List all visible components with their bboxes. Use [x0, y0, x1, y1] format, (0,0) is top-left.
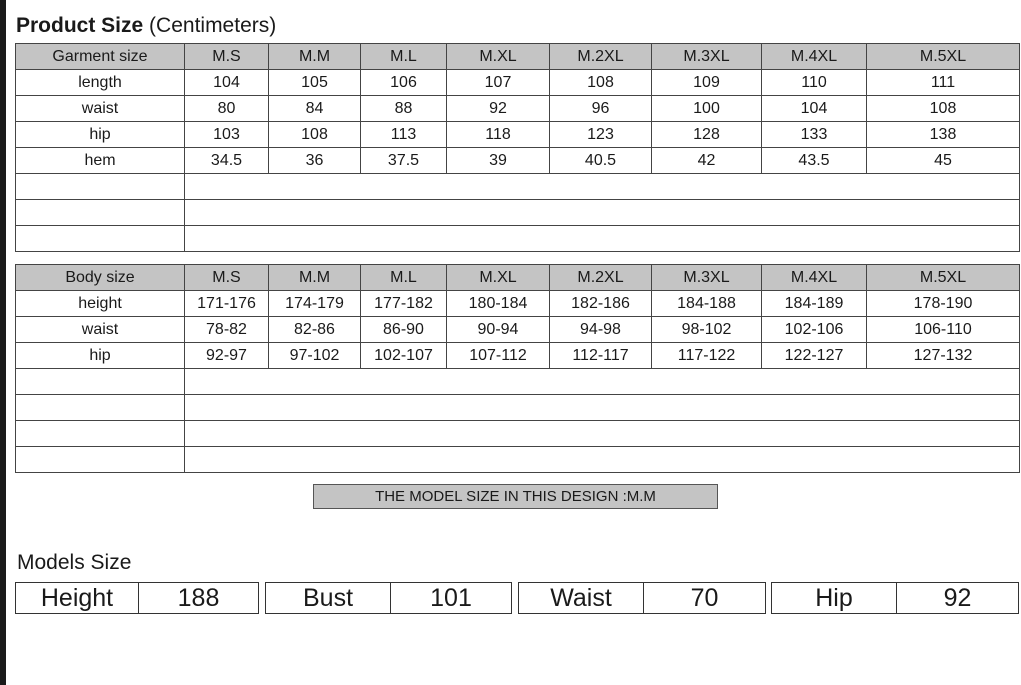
- table-cell: 80: [185, 96, 269, 122]
- empty-cell: [16, 174, 185, 200]
- model-measure-value: 188: [177, 584, 220, 612]
- row-label: hip: [16, 343, 185, 369]
- table-cell: 182-186: [550, 291, 652, 317]
- table-cell: 37.5: [361, 148, 447, 174]
- table-cell: 171-176: [185, 291, 269, 317]
- size-column-header: M.3XL: [652, 265, 762, 291]
- table-cell: 78-82: [185, 317, 269, 343]
- table-cell: 102-107: [361, 343, 447, 369]
- title-main: Product Size: [16, 14, 144, 37]
- left-edge-bar: [0, 0, 6, 685]
- empty-row: [16, 200, 1020, 226]
- size-column-header: M.XL: [447, 44, 550, 70]
- size-column-header: M.2XL: [550, 265, 652, 291]
- empty-cell: [185, 369, 1020, 395]
- table-cell: 43.5: [762, 148, 867, 174]
- garment-size-table: [15, 43, 1020, 252]
- table-cell: 96: [550, 96, 652, 122]
- table-cell: 100: [652, 96, 762, 122]
- empty-cell: [185, 395, 1020, 421]
- table-cell: 94-98: [550, 317, 652, 343]
- model-measure-value: 92: [943, 584, 972, 612]
- table-cell: 138: [867, 122, 1020, 148]
- table-cell: 92: [447, 96, 550, 122]
- row-label: hem: [16, 148, 185, 174]
- size-column-header: M.3XL: [652, 44, 762, 70]
- size-column-header: M.L: [361, 265, 447, 291]
- table-cell: 97-102: [269, 343, 361, 369]
- table-cell: 113: [361, 122, 447, 148]
- size-column-header: M.4XL: [762, 44, 867, 70]
- table-cell: 45: [867, 148, 1020, 174]
- empty-cell: [16, 421, 185, 447]
- empty-row: [16, 174, 1020, 200]
- row-label-header: Garment size: [16, 44, 185, 70]
- table-cell: 184-189: [762, 291, 867, 317]
- table-cell: 108: [867, 96, 1020, 122]
- table-cell: 107: [447, 70, 550, 96]
- empty-cell: [185, 226, 1020, 252]
- empty-row: [16, 421, 1020, 447]
- empty-row: [16, 395, 1020, 421]
- empty-cell: [185, 174, 1020, 200]
- size-column-header: M.M: [269, 265, 361, 291]
- table-cell: 180-184: [447, 291, 550, 317]
- table-cell: 178-190: [867, 291, 1020, 317]
- table-cell: 90-94: [447, 317, 550, 343]
- row-label: hip: [16, 122, 185, 148]
- model-measure-label: Waist: [519, 583, 644, 613]
- table-cell: 86-90: [361, 317, 447, 343]
- table-cell: 108: [269, 122, 361, 148]
- table-cell: 92-97: [185, 343, 269, 369]
- table-cell: 133: [762, 122, 867, 148]
- table-cell: 112-117: [550, 343, 652, 369]
- table-cell: 111: [867, 70, 1020, 96]
- table-row: [16, 291, 1020, 317]
- table-cell: 40.5: [550, 148, 652, 174]
- table-cell: 102-106: [762, 317, 867, 343]
- size-column-header: M.XL: [447, 265, 550, 291]
- table-cell: 98-102: [652, 317, 762, 343]
- size-column-header: M.5XL: [867, 265, 1020, 291]
- table-cell: 107-112: [447, 343, 550, 369]
- row-label: waist: [16, 96, 185, 122]
- table-header-row: [16, 44, 1020, 70]
- row-label: waist: [16, 317, 185, 343]
- empty-cell: [16, 226, 185, 252]
- table-cell: 122-127: [762, 343, 867, 369]
- empty-cell: [185, 447, 1020, 473]
- empty-cell: [16, 369, 185, 395]
- empty-row: [16, 447, 1020, 473]
- table-cell: 88: [361, 96, 447, 122]
- size-column-header: M.L: [361, 44, 447, 70]
- table-cell: 36: [269, 148, 361, 174]
- model-measure-label: Hip: [772, 583, 897, 613]
- model-measure-waist: [518, 582, 766, 614]
- empty-row: [16, 369, 1020, 395]
- size-column-header: M.M: [269, 44, 361, 70]
- models-size-title: Models Size: [17, 551, 132, 574]
- model-measure-height: [15, 582, 259, 614]
- table-cell: 82-86: [269, 317, 361, 343]
- table-row: [16, 122, 1020, 148]
- table-cell: 106-110: [867, 317, 1020, 343]
- table-cell: 84: [269, 96, 361, 122]
- table-cell: 177-182: [361, 291, 447, 317]
- table-cell: 117-122: [652, 343, 762, 369]
- row-label: length: [16, 70, 185, 96]
- row-label-header: Body size: [16, 265, 185, 291]
- table-header-row: [16, 265, 1020, 291]
- size-column-header: M.S: [185, 44, 269, 70]
- model-measure-label: Height: [16, 583, 139, 613]
- table-row: [16, 96, 1020, 122]
- model-size-note: THE MODEL SIZE IN THIS DESIGN :M.M: [313, 484, 718, 509]
- size-column-header: M.4XL: [762, 265, 867, 291]
- table-cell: 108: [550, 70, 652, 96]
- row-label: height: [16, 291, 185, 317]
- empty-cell: [16, 200, 185, 226]
- model-measure-value: 70: [690, 584, 719, 612]
- title-unit: (Centimeters): [149, 14, 277, 37]
- table-cell: 105: [269, 70, 361, 96]
- empty-cell: [16, 447, 185, 473]
- body-size-table: [15, 264, 1020, 473]
- table-cell: 106: [361, 70, 447, 96]
- size-column-header: M.2XL: [550, 44, 652, 70]
- table-cell: 184-188: [652, 291, 762, 317]
- table-cell: 103: [185, 122, 269, 148]
- table-row: [16, 148, 1020, 174]
- table-cell: 104: [185, 70, 269, 96]
- table-cell: 104: [762, 96, 867, 122]
- model-measure-hip: [771, 582, 1019, 614]
- size-column-header: M.S: [185, 265, 269, 291]
- table-cell: 109: [652, 70, 762, 96]
- table-cell: 118: [447, 122, 550, 148]
- size-column-header: M.5XL: [867, 44, 1020, 70]
- table-cell: 123: [550, 122, 652, 148]
- model-measure-label: Bust: [266, 583, 391, 613]
- table-row: [16, 70, 1020, 96]
- table-cell: 34.5: [185, 148, 269, 174]
- table-row: [16, 343, 1020, 369]
- table-cell: 39: [447, 148, 550, 174]
- empty-cell: [185, 200, 1020, 226]
- table-cell: 127-132: [867, 343, 1020, 369]
- table-cell: 174-179: [269, 291, 361, 317]
- table-row: [16, 317, 1020, 343]
- table-cell: 110: [762, 70, 867, 96]
- empty-cell: [185, 421, 1020, 447]
- table-cell: 128: [652, 122, 762, 148]
- page-title: [16, 14, 276, 38]
- model-measure-bust: [265, 582, 512, 614]
- model-measure-value: 101: [430, 584, 472, 612]
- table-cell: 42: [652, 148, 762, 174]
- empty-row: [16, 226, 1020, 252]
- empty-cell: [16, 395, 185, 421]
